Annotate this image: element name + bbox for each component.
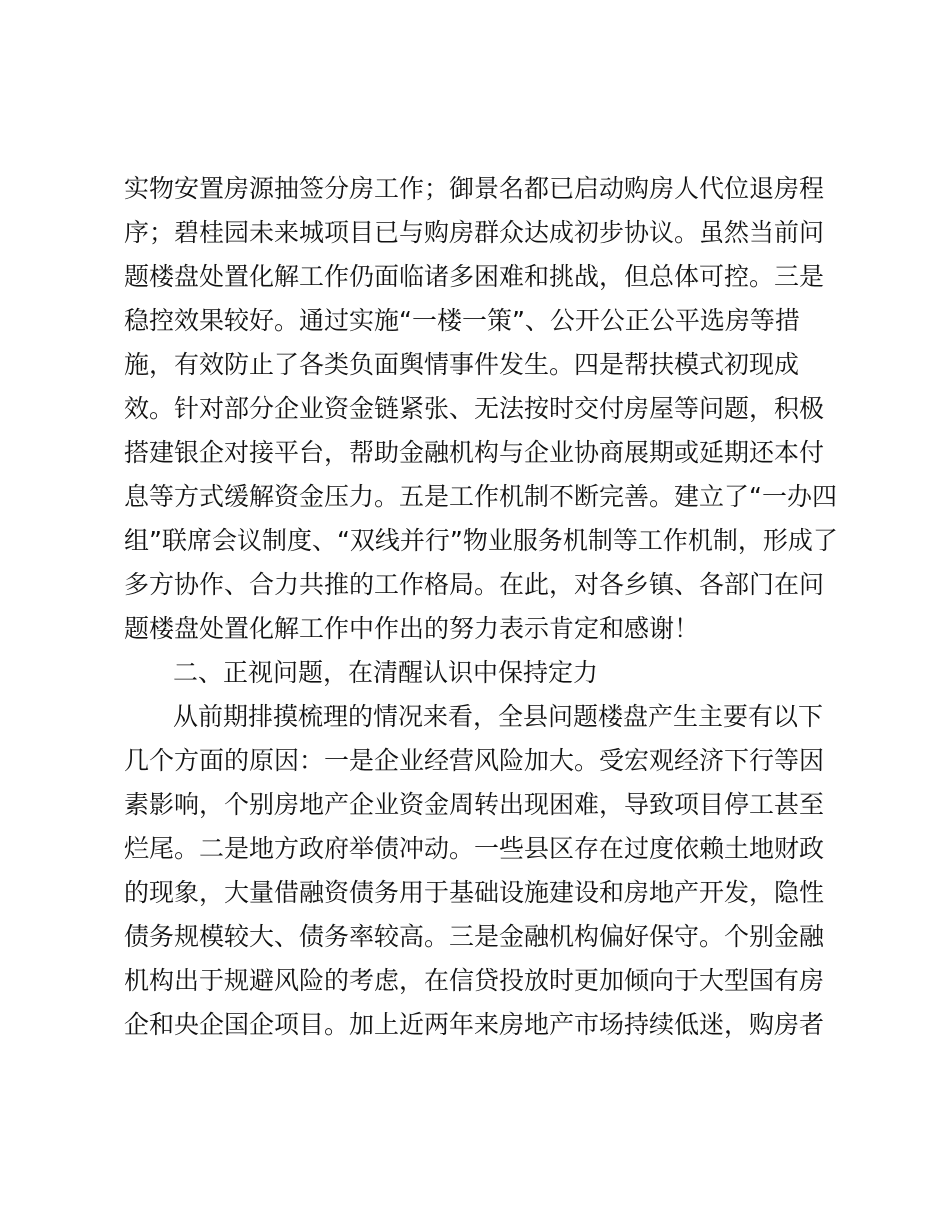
text-line: 债务规模较大、债务率较高。三是金融机构偏好保守。个别金融 (124, 922, 825, 951)
text-line: 多方协作、合力共推的工作格局。在此，对各乡镇、各部门在问 (124, 570, 825, 599)
text-line: 组”联席会议制度、“双线并行”物业服务机制等工作机制，形成了 (124, 526, 838, 555)
text-line: 的现象，大量借融资债务用于基础设施建设和房地产开发，隐性 (124, 878, 825, 907)
text-line: 几个方面的原因：一是企业经营风险加大。受宏观经济下行等因 (124, 746, 825, 775)
text-line: 搭建银企对接平台，帮助金融机构与企业协商展期或延期还本付 (124, 438, 825, 467)
text-line: 稳控效果较好。通过实施“一楼一策”、公开公正公平选房等措 (124, 306, 800, 335)
text-line: 烂尾。二是地方政府举债冲动。一些县区存在过度依赖土地财政 (124, 834, 825, 863)
text-line: 企和央企国企项目。加上近两年来房地产市场持续低迷，购房者 (124, 1010, 825, 1039)
text-line: 施，有效防止了各类负面舆情事件发生。四是帮扶模式初现成 (124, 350, 800, 379)
text-line: 题楼盘处置化解工作仍面临诸多困难和挑战，但总体可控。三是 (124, 262, 825, 291)
text-line: 素影响，个别房地产企业资金周转出现困难，导致项目停工甚至 (124, 790, 825, 819)
text-line: 息等方式缓解资金压力。五是工作机制不断完善。建立了“一办四 (124, 482, 837, 511)
text-line: 效。针对部分企业资金链紧张、无法按时交付房屋等问题，积极 (124, 394, 825, 423)
section-heading: 二、正视问题，在清醒认识中保持定力 (173, 658, 599, 687)
text-line: 序；碧桂园未来城项目已与购房群众达成初步协议。虽然当前问 (124, 218, 825, 247)
text-line: 题楼盘处置化解工作中作出的努力表示肯定和感谢！ (124, 614, 700, 643)
text-line: 从前期排摸梳理的情况来看，全县问题楼盘产生主要有以下 (173, 702, 824, 731)
text-line: 机构出于规避风险的考虑，在信贷投放时更加倾向于大型国有房 (124, 966, 825, 995)
text-line: 实物安置房源抽签分房工作；御景名都已启动购房人代位退房程 (124, 174, 825, 203)
